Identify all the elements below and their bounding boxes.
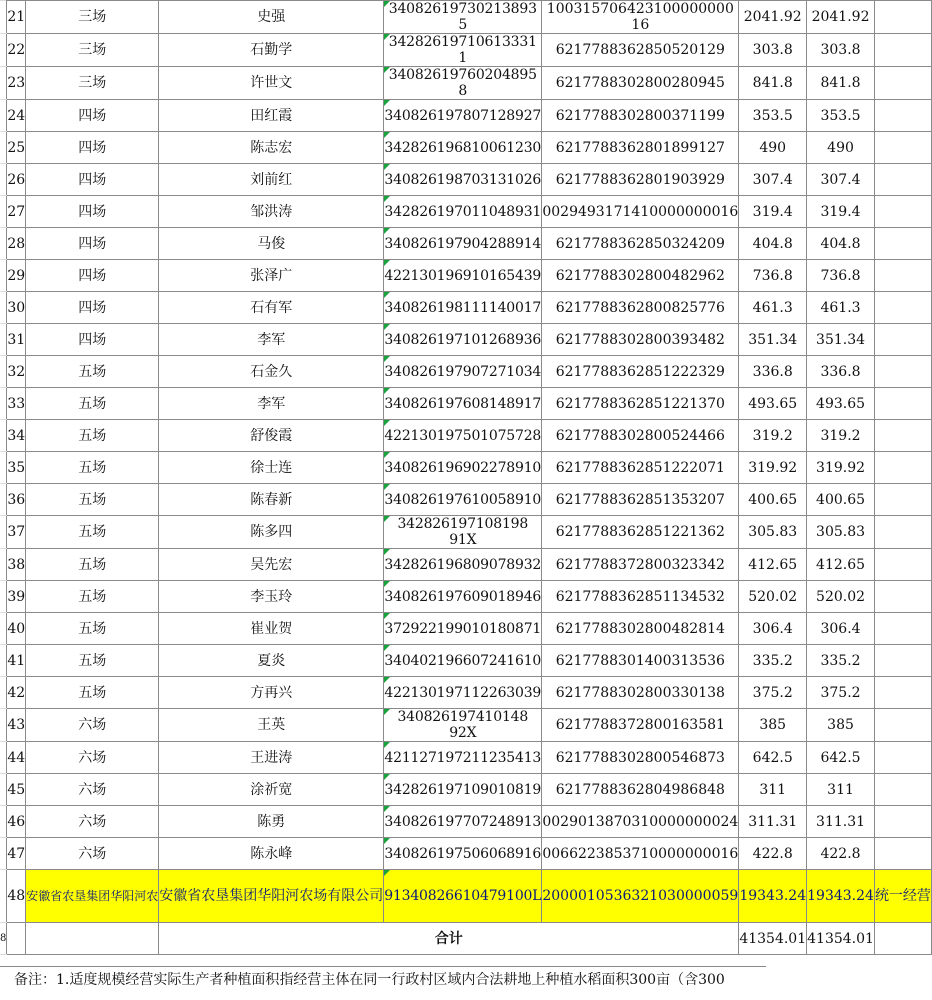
area-actual[interactable]: 2041.92 [739,1,807,34]
field-unit[interactable]: 五场 [26,581,159,613]
row-number[interactable]: 36 [7,484,26,516]
row-number[interactable]: 23 [7,67,26,100]
total-area-subsidy[interactable]: 41354.01 [807,923,875,955]
row-number[interactable]: 26 [7,164,26,196]
table-row [0,677,931,709]
row-number[interactable]: 45 [7,774,26,806]
row-number[interactable]: 31 [7,324,26,356]
field-unit[interactable]: 四场 [26,100,159,132]
bank-account[interactable]: 6217788362800825776 [542,292,739,324]
person-name[interactable]: 石勤学 [159,34,384,67]
person-name[interactable]: 石金久 [159,356,384,388]
table-row [0,452,931,484]
area-subsidy[interactable]: 305.83 [807,516,875,549]
row-gutter[interactable] [0,838,7,870]
field-unit[interactable]: 六场 [26,774,159,806]
company-name[interactable]: 安徽省农垦集团华阳河农场有限公司 [159,870,384,923]
table-row [0,1,931,34]
bank-account[interactable]: 6217788302800524466 [542,420,739,452]
area-subsidy[interactable]: 520.02 [807,581,875,613]
field-unit[interactable]: 三场 [26,1,159,34]
field-unit[interactable]: 五场 [26,516,159,549]
area-actual[interactable]: 335.2 [739,645,807,677]
table-row [0,67,931,100]
remark-cell[interactable] [874,484,931,516]
person-name[interactable]: 方再兴 [159,677,384,709]
bank-account[interactable]: 0066223853710000000016 [542,838,739,870]
row-number[interactable]: 37 [7,516,26,549]
row-number[interactable]: 40 [7,613,26,645]
id-number[interactable]: 342826196810061230 [384,132,542,164]
area-subsidy[interactable]: 404.8 [807,228,875,260]
row-gutter[interactable] [0,452,7,484]
remark-cell[interactable] [874,420,931,452]
row-gutter[interactable] [0,420,7,452]
field-unit[interactable]: 五场 [26,549,159,581]
id-number[interactable]: 340826197410148 92X [384,709,542,742]
row-gutter[interactable] [0,100,7,132]
row-number[interactable]: 24 [7,100,26,132]
bank-account[interactable]: 6217788362801899127 [542,132,739,164]
area-actual[interactable]: 385 [739,709,807,742]
field-unit[interactable]: 五场 [26,677,159,709]
table-row [0,806,931,838]
area-subsidy[interactable]: 303.8 [807,34,875,67]
row-gutter[interactable] [0,774,7,806]
bank-account[interactable]: 6217788302800482814 [542,613,739,645]
area-actual[interactable]: 319.4 [739,196,807,228]
remark-cell[interactable] [874,645,931,677]
remark-cell[interactable] [874,677,931,709]
remark-cell[interactable] [874,100,931,132]
remark-cell[interactable] [874,709,931,742]
field-unit[interactable]: 四场 [26,164,159,196]
id-number[interactable]: 340826197807128927 [384,100,542,132]
area-subsidy[interactable]: 19343.24 [807,870,875,923]
person-name[interactable]: 陈多四 [159,516,384,549]
id-number[interactable]: 340826197707248913 [384,806,542,838]
id-number[interactable]: 422130197501075728 [384,420,542,452]
remark-cell[interactable] [874,549,931,581]
total-row [0,923,931,955]
area-actual[interactable]: 307.4 [739,164,807,196]
area-subsidy[interactable]: 319.2 [807,420,875,452]
table-row [0,774,931,806]
area-actual[interactable]: 353.5 [739,100,807,132]
area-actual[interactable]: 642.5 [739,742,807,774]
person-name[interactable]: 石有军 [159,292,384,324]
person-name[interactable]: 田红霞 [159,100,384,132]
table-row [0,549,931,581]
field-unit[interactable]: 四场 [26,260,159,292]
row-number[interactable]: 25 [7,132,26,164]
area-actual[interactable]: 736.8 [739,260,807,292]
remark-cell[interactable] [874,324,931,356]
row-number[interactable]: 44 [7,742,26,774]
table-row [0,356,931,388]
row-gutter[interactable] [0,645,7,677]
id-number[interactable]: 34082619730213893 5 [384,1,542,34]
credit-code[interactable]: 91340826610479100L [384,870,542,923]
id-number[interactable]: 340826197907271034 [384,356,542,388]
remark-cell[interactable] [874,1,931,34]
remark-cell[interactable] [874,774,931,806]
field-unit[interactable]: 五场 [26,645,159,677]
row-gutter[interactable] [0,228,7,260]
field-unit[interactable]: 四场 [26,292,159,324]
table-row [0,420,931,452]
field-unit[interactable]: 六场 [26,838,159,870]
table-row [0,388,931,420]
area-actual[interactable]: 490 [739,132,807,164]
table-row [0,581,931,613]
field-unit[interactable]: 六场 [26,742,159,774]
id-number[interactable]: 342826197108198 91X [384,516,542,549]
row-gutter[interactable] [0,292,7,324]
person-name[interactable]: 王英 [159,709,384,742]
row-number[interactable]: 48 [7,870,26,923]
person-name[interactable]: 崔业贺 [159,613,384,645]
bank-account[interactable]: 6217788302800371199 [542,100,739,132]
bank-account[interactable]: 6217788362851221370 [542,388,739,420]
row-number[interactable]: 42 [7,677,26,709]
person-name[interactable]: 马俊 [159,228,384,260]
area-subsidy[interactable]: 319.4 [807,196,875,228]
field-unit[interactable]: 五场 [26,420,159,452]
id-number[interactable]: 34282619710613331 1 [384,34,542,67]
id-number[interactable]: 342826196809078932 [384,549,542,581]
table-row [0,709,931,742]
area-actual[interactable]: 311 [739,774,807,806]
row-number[interactable]: 35 [7,452,26,484]
bank-account[interactable]: 6217788362850520129 [542,34,739,67]
total-label[interactable]: 合计 [159,923,739,955]
person-name[interactable]: 李军 [159,324,384,356]
row-gutter[interactable] [0,67,7,100]
area-subsidy[interactable]: 307.4 [807,164,875,196]
area-actual[interactable]: 306.4 [739,613,807,645]
table-row [0,484,931,516]
table-row [0,132,931,164]
row-gutter[interactable] [0,324,7,356]
area-actual[interactable]: 305.83 [739,516,807,549]
bank-account[interactable]: 6217788362851222329 [542,356,739,388]
field-unit[interactable]: 四场 [26,196,159,228]
table-row [0,196,931,228]
row-number[interactable]: 38 [7,549,26,581]
empty-cell[interactable] [7,923,26,955]
field-unit[interactable]: 五场 [26,388,159,420]
row-gutter[interactable] [0,613,7,645]
person-name[interactable]: 王进涛 [159,742,384,774]
area-subsidy[interactable]: 642.5 [807,742,875,774]
row-number[interactable]: 29 [7,260,26,292]
row-gutter[interactable] [0,677,7,709]
area-subsidy[interactable]: 351.34 [807,324,875,356]
bank-account[interactable]: 0029013870310000000024 [542,806,739,838]
bank-account[interactable]: 6217788302800482962 [542,260,739,292]
bank-account[interactable]: 6217788362851222071 [542,452,739,484]
row-gutter[interactable] [0,356,7,388]
remark-cell[interactable] [874,34,931,67]
row-number[interactable]: 43 [7,709,26,742]
bank-account[interactable]: 6217788362851134532 [542,581,739,613]
bank-account[interactable]: 6217788362850324209 [542,228,739,260]
area-subsidy[interactable]: 311 [807,774,875,806]
table-row [0,164,931,196]
id-number[interactable]: 340826197608148917 [384,388,542,420]
remark-cell[interactable] [874,356,931,388]
remark-cell[interactable] [874,806,931,838]
id-number[interactable]: 34082619760204895 8 [384,67,542,100]
empty-cell[interactable] [874,923,931,955]
bank-account[interactable]: 6217788302800393482 [542,324,739,356]
area-subsidy[interactable]: 353.5 [807,100,875,132]
field-unit[interactable]: 六场 [26,709,159,742]
remark-cell[interactable] [874,228,931,260]
table-row [0,292,931,324]
id-number[interactable]: 340402196607241610 [384,645,542,677]
person-name[interactable]: 陈春新 [159,484,384,516]
field-unit[interactable]: 五场 [26,484,159,516]
area-subsidy[interactable]: 311.31 [807,806,875,838]
person-name[interactable]: 邹洪涛 [159,196,384,228]
row-gutter[interactable] [0,806,7,838]
row-number[interactable]: 39 [7,581,26,613]
table-row [0,613,931,645]
person-name[interactable]: 夏炎 [159,645,384,677]
id-number[interactable]: 342826197109010819 [384,774,542,806]
remark-cell[interactable] [874,388,931,420]
area-subsidy[interactable]: 841.8 [807,67,875,100]
remark-cell[interactable] [874,260,931,292]
remark-cell[interactable] [874,132,931,164]
remark-note: 备注：1.适度规模经营实际生产者种植面积指经营主体在同一行政村区域内合法耕地上种植水稻面积300亩（含300 [0,966,766,1000]
bank-account[interactable]: 6217788302800280945 [542,67,739,100]
remark-cell[interactable] [874,613,931,645]
bank-account[interactable]: 6217788372800163581 [542,709,739,742]
field-unit[interactable]: 四场 [26,228,159,260]
remark-cell[interactable] [874,452,931,484]
area-subsidy[interactable]: 490 [807,132,875,164]
remark-cell[interactable] [874,196,931,228]
row-number[interactable]: 21 [7,1,26,34]
area-actual[interactable]: 351.34 [739,324,807,356]
person-name[interactable]: 张泽广 [159,260,384,292]
area-actual[interactable]: 404.8 [739,228,807,260]
area-subsidy[interactable]: 375.2 [807,677,875,709]
row-number[interactable]: 47 [7,838,26,870]
field-unit[interactable]: 四场 [26,132,159,164]
person-name[interactable]: 史强 [159,1,384,34]
area-actual[interactable]: 303.8 [739,34,807,67]
area-actual[interactable]: 422.8 [739,838,807,870]
row-gutter[interactable] [0,709,7,742]
row-gutter[interactable] [0,870,7,923]
area-subsidy[interactable]: 306.4 [807,613,875,645]
row-gutter[interactable] [0,196,7,228]
row-number[interactable]: 27 [7,196,26,228]
area-subsidy[interactable]: 319.92 [807,452,875,484]
id-number[interactable]: 340826198111140017 [384,292,542,324]
area-actual[interactable]: 520.02 [739,581,807,613]
id-number[interactable]: 422130197112263039 [384,677,542,709]
area-actual[interactable]: 461.3 [739,292,807,324]
bank-account[interactable]: 6217788372800323342 [542,549,739,581]
area-subsidy[interactable]: 2041.92 [807,1,875,34]
table-row [0,742,931,774]
empty-cell[interactable] [26,923,159,955]
field-unit[interactable]: 三场 [26,34,159,67]
row-gutter[interactable] [0,260,7,292]
bank-account[interactable]: 6217788302800330138 [542,677,739,709]
total-area-actual[interactable]: 41354.01 [739,923,807,955]
table-row [0,100,931,132]
id-number[interactable]: 340826197904288914 [384,228,542,260]
area-actual[interactable]: 311.31 [739,806,807,838]
bank-account[interactable]: 6217788362801903929 [542,164,739,196]
row-gutter[interactable] [0,164,7,196]
id-number[interactable]: 340826197506068916 [384,838,542,870]
bank-account[interactable]: 6217788301400313536 [542,645,739,677]
area-actual[interactable]: 336.8 [739,356,807,388]
row-number[interactable]: 32 [7,356,26,388]
area-subsidy[interactable]: 736.8 [807,260,875,292]
area-subsidy[interactable]: 335.2 [807,645,875,677]
id-number[interactable]: 342826197011048931 [384,196,542,228]
field-unit[interactable]: 三场 [26,67,159,100]
row-gutter[interactable] [0,34,7,67]
id-number[interactable]: 340826196902278910 [384,452,542,484]
field-unit[interactable]: 安徽省农垦集团华阳河农 [26,870,159,923]
row-gutter[interactable] [0,516,7,549]
area-subsidy[interactable]: 422.8 [807,838,875,870]
id-number[interactable]: 372922199010180871 [384,613,542,645]
person-name[interactable]: 李军 [159,388,384,420]
remark-cell[interactable] [874,67,931,100]
bank-account[interactable]: 6217788362851353207 [542,484,739,516]
id-number[interactable]: 340826197609018946 [384,581,542,613]
area-subsidy[interactable]: 400.65 [807,484,875,516]
area-subsidy[interactable]: 336.8 [807,356,875,388]
area-actual[interactable]: 400.65 [739,484,807,516]
remark-cell[interactable] [874,742,931,774]
bank-account[interactable]: 0029493171410000000016 [542,196,739,228]
row-number[interactable]: 34 [7,420,26,452]
row-number[interactable]: 22 [7,34,26,67]
id-number[interactable]: 340826198703131026 [384,164,542,196]
field-unit[interactable]: 四场 [26,324,159,356]
row-gutter[interactable] [0,484,7,516]
field-unit[interactable]: 六场 [26,806,159,838]
remark-cell[interactable] [874,516,931,549]
remark-cell[interactable] [874,838,931,870]
table-row [0,228,931,260]
table-row [0,34,931,67]
row-number[interactable]: 46 [7,806,26,838]
table-row [0,838,931,870]
person-name[interactable]: 舒俊霞 [159,420,384,452]
row-gutter[interactable] [0,742,7,774]
id-number[interactable]: 340826197610058910 [384,484,542,516]
remark-cell[interactable] [874,292,931,324]
company-row [0,870,931,923]
table-row [0,260,931,292]
bank-account[interactable]: 6217788302800546873 [542,742,739,774]
row-number[interactable]: 41 [7,645,26,677]
person-name[interactable]: 许世文 [159,67,384,100]
row-number[interactable]: 28 [7,228,26,260]
row-gutter[interactable] [0,549,7,581]
person-name[interactable]: 徐士连 [159,452,384,484]
person-name[interactable]: 刘前红 [159,164,384,196]
remark-cell[interactable] [874,581,931,613]
bank-account[interactable]: 2000010536321030000059 [542,870,739,923]
area-actual[interactable]: 493.65 [739,388,807,420]
field-unit[interactable]: 五场 [26,452,159,484]
row-number[interactable]: 30 [7,292,26,324]
person-name[interactable]: 李玉玲 [159,581,384,613]
id-number[interactable]: 421127197211235413 [384,742,542,774]
field-unit[interactable]: 五场 [26,613,159,645]
field-unit[interactable]: 五场 [26,356,159,388]
table-body [0,1,931,955]
row-number[interactable]: 33 [7,388,26,420]
person-name[interactable]: 涂祈宽 [159,774,384,806]
area-actual[interactable]: 412.65 [739,549,807,581]
area-actual[interactable]: 841.8 [739,67,807,100]
bank-account[interactable]: 6217788362804986848 [542,774,739,806]
area-subsidy[interactable]: 461.3 [807,292,875,324]
id-number[interactable]: 422130196910165439 [384,260,542,292]
person-name[interactable]: 陈志宏 [159,132,384,164]
area-subsidy[interactable]: 412.65 [807,549,875,581]
area-actual[interactable]: 319.92 [739,452,807,484]
area-actual[interactable]: 19343.24 [739,870,807,923]
row-gutter[interactable]: 8 [0,923,7,955]
area-subsidy[interactable]: 493.65 [807,388,875,420]
person-name[interactable]: 陈永峰 [159,838,384,870]
person-name[interactable]: 吴先宏 [159,549,384,581]
person-name[interactable]: 陈勇 [159,806,384,838]
area-actual[interactable]: 319.2 [739,420,807,452]
id-number[interactable]: 340826197101268936 [384,324,542,356]
table-row [0,324,931,356]
remark-cell[interactable] [874,164,931,196]
bank-account[interactable]: 100315706423100000000 16 [542,1,739,34]
remark-cell[interactable]: 统一经营 [874,870,931,923]
table-row [0,516,931,549]
area-subsidy[interactable]: 385 [807,709,875,742]
bank-account[interactable]: 6217788362851221362 [542,516,739,549]
row-gutter[interactable] [0,581,7,613]
row-gutter[interactable] [0,388,7,420]
row-gutter[interactable] [0,1,7,34]
table-row [0,645,931,677]
row-gutter[interactable] [0,132,7,164]
area-actual[interactable]: 375.2 [739,677,807,709]
